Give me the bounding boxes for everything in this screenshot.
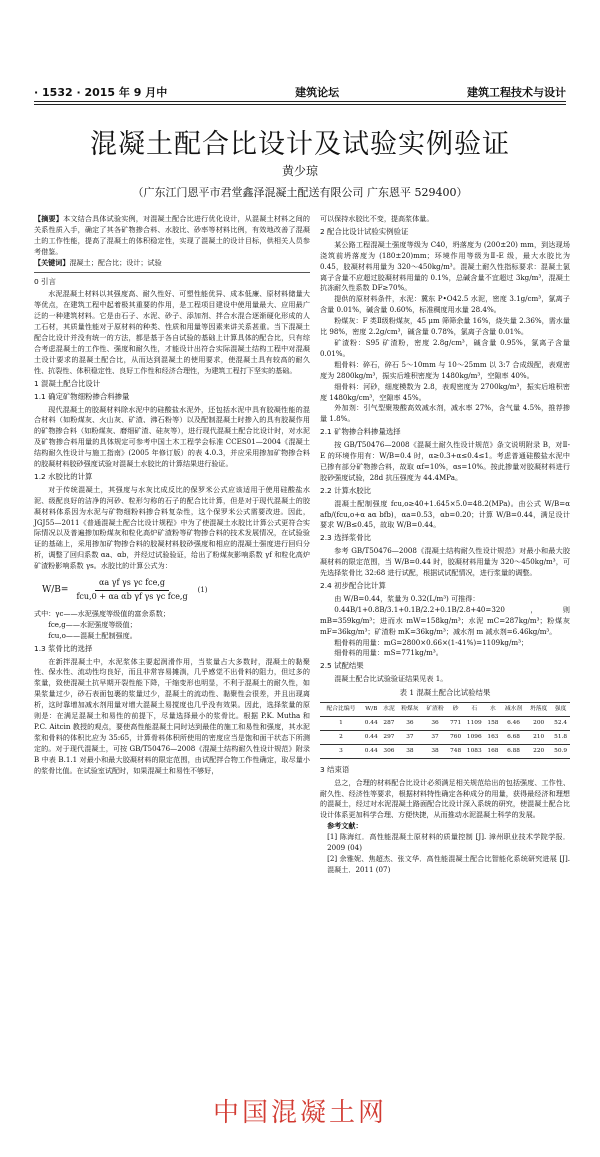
paragraph: 总之，合理的材料配合比设计必须满足相关规范给出的包括强度、工作性、耐久性、经济性等要求，根据材料特性确定各种成分的用量，获得最经济和理想的混凝土，经过对水泥混凝土路面配合比设计深入系统的研究，使混凝土配合比设计体系更加科学合理、方便快捷，从而推动水泥混凝土科学的发展。 (320, 777, 570, 820)
table-cell: 1096 (464, 730, 485, 744)
formula-fraction (72, 578, 191, 603)
table-header-cell: 砂 (448, 703, 464, 717)
paragraph: 0.44B/1+0.8B/3.1+0.1B/2.2+0.1B/2.8+40=320，则 mB=359kg/m³；进而水 mW=158kg/m³；水泥 mC=287kg/m³；粉煤灰 mF=36kg/m³；矿渣粉 mK=36kg/m³；减水剂 m 减水剂=6.46kg/m³。 (320, 604, 570, 636)
table-row (320, 744, 570, 758)
paragraph: 由 W/B=0.44，浆量为 0.32(L/m³) 可推得： (334, 593, 480, 603)
table-cell: 200 (526, 716, 551, 730)
paragraph: 参考 GB/T50476—2008《混凝土结构耐久性设计规范》对最小和最大胶凝材料的限定范围，当 W/B=0.44 时，胶凝材料用量为 320～450kg/m³，可先选择浆骨比 32:68 进行试配，根据试试配情况，进行浆量的调整。 (320, 546, 570, 578)
table-header-cell: 矿渣粉 (422, 703, 447, 717)
header-journal: 建筑论坛 (295, 86, 340, 99)
table-cell: 163 (485, 730, 501, 744)
formula-lhs: W/B= (42, 585, 69, 596)
left-column (34, 214, 310, 777)
paragraph: 对于传统混凝土，其强度与水灰比成反比的保罗米公式应该适用于使用硅酸盐水泥、级配良好的洁净的河砂、粒形匀称的石子的配合比计算，但是对于现代混凝土的胶凝材料体系因为水泥与矿物细粉料掺合料复杂性，这个保罗米公式需要改进。因此，JGJ55—2011《普通混凝土配合比设计规程》中为了使混凝土水胶比计算公式更符合实际情况以及普遍掺加粉煤灰和粒化高炉矿渣粉等矿物掺合料的技术发展情况，在试验验证的基础上，采用掺加矿物掺合料的胶凝材料胶砂强度和相应的混凝土强度进行回归分析，调整了回归系数 αa、αb，并经过试验验证，给出了粉煤灰影响系数 γf 和粒化高炉矿渣粉影响系数 γs。水胶比的计算公式为： (34, 484, 310, 571)
paragraph: 提供的原材料条件，水泥：冀东 P•O42.5 水泥，密度 3.1g/cm³，氯离子含量 0.01%，碱含量 0.60%，标准稠度用水量 28.4%。 (320, 294, 570, 315)
paragraph: 按 GB/T50476—2008《混凝土耐久性设计规范》条文说明附录 B，对Ⅱ-E 的环境作用有：W/B=0.4 时，α≥0.3+α≤0.4≤1。考虑普通硅酸盐水泥中已掺有部分矿物掺合料，故取 αf=10%，αs=10%。按此掺量对胶凝材料进行胶砂强度试验，28d 抗压强度为 44.4MPa。 (320, 440, 570, 482)
table-cell: 6.46 (501, 716, 526, 730)
reference-item: [2] 余雅妮、焦超杰、张文华．高性能混凝土配合比智能化系统研究进展 [J]. 混凝土．2011 (07) (327, 853, 570, 874)
paragraph: 混凝土配制强度 fcu,o≥40+1.645×5.0=48.2(MPa)。由公式 W/B=α afb/(fcu,o+α aα bfb)，αa=0.53，αb=0.20；计算 W/B=0.44，满足设计要求 W/B≤0.45，故取 W/B=0.44。 (320, 498, 570, 530)
table-cell: 2 (320, 730, 362, 744)
formula-denominator: fcu,0 + αa αb γf γs γc fce,g (76, 592, 188, 601)
table-cell: 748 (448, 744, 464, 758)
section-1-3-title: 1.3 浆骨比的选择 (34, 643, 93, 653)
section-1-title: 1 混凝土配合比设计 (34, 378, 101, 388)
table-row (320, 730, 570, 744)
section-2-1-title: 2.1 矿物掺合料掺量选择 (320, 427, 401, 437)
paragraph: 粉煤灰：F 类Ⅱ级粉煤灰，45 μm 筛筛余量 16%，烧失量 2.36%，需水量比 98%，密度 2.2g/cm³，碱含量 0.78%，氯离子含量 0.01%。 (320, 316, 570, 337)
table-cell: 38 (422, 744, 447, 758)
table-cell: 1109 (464, 716, 485, 730)
table-cell: 51.8 (551, 730, 570, 744)
table-cell: 220 (526, 744, 551, 758)
table-cell: 50.9 (551, 744, 570, 758)
paragraph: 粗骨料的用量：mG=2800×0.66×(1-41%)=1109kg/m³； (334, 637, 529, 647)
paragraph: 在新拌混凝土中，水泥浆体主要起润滑作用，当浆量占大多数时，混凝土的黏聚性、保水性、流动性均良好，而且非常容易摊淌，几乎感觉不出骨料的阻力，但过多的浆量，致使混凝土抗早期开裂性能下降，干缩变形也明显，不利于混凝土的耐久性，如果浆量过少，砂石表面包裹的浆量过少，混凝土的流动性、黏聚性会很差，并且出现离析，这时靠增加减水剂用量对增大混凝土易搅度也几乎没有效果。因此，选择浆量的原则是：在满足混凝土和易性的前提下，尽量选择最小的浆骨比。根据 P.K. Mutha 和 P.C. Aitcin 教授的观点，要使高性能混凝土同时达到最佳的施工和易性和强度，其水泥浆和骨料的体积比应为 35:65，计算骨料体积所使用的密度应当是饱和面干状态下所测定的。对于现代混凝土，可按 GB/T50476—2008《混凝土结构耐久性设计规范》附录 B 中表 B.1.1 对最小和最大胶凝材料的限定范围，由试配拌合物工作性确定，取尽量小的浆骨比值。在试验室试配时，如果混凝土和易性不够好， (34, 656, 310, 775)
table-cell: 0.44 (362, 730, 381, 744)
paragraph: 细骨料：河砂，细度模数为 2.8，表观密度为 2700kg/m³，振实后堆积密度 1480kg/cm³，空隙率 45%。 (320, 381, 570, 402)
section-2-title: 2 配合比设计试验实例验证 (320, 226, 409, 236)
abstract-label: 【摘要】 (34, 214, 64, 223)
formula-numerator: αa γf γs γc fce,g (95, 578, 169, 591)
table-row (320, 716, 570, 730)
table-cell: 306 (381, 744, 398, 758)
table-header-cell: 配合比编号 (320, 703, 362, 717)
header-rule (34, 101, 566, 102)
section-2-2-title: 2.2 计算水胶比 (320, 485, 372, 495)
section-2-4-title: 2.4 初步配合比计算 (320, 581, 386, 590)
table-cell: 38 (397, 744, 422, 758)
table-header-cell: 水泥 (381, 703, 398, 717)
paragraph: 外加剂：引气型聚羧酸高效减水剂，减水率 27%，含气量 4.5%，推荐掺量 1.8%。 (320, 403, 570, 424)
formula-number: (1) (197, 586, 208, 595)
table-cell: 37 (422, 730, 447, 744)
table-cell: 0.44 (362, 716, 381, 730)
table-header-cell: 减水剂 (501, 703, 526, 717)
header-page-info: · 1532 · 2015 年 9 月中 (34, 86, 168, 99)
paragraph: 可以保持水胶比不变，提高浆体量。 (320, 214, 434, 223)
formula-where: 式中：γc——水泥强度等级值的富余系数； (34, 608, 170, 618)
table-title: 表 1 混凝土配合比试验结果 (399, 688, 491, 698)
table-cell: 6.88 (501, 744, 526, 758)
paragraph: 混凝土配合比试验验证结果见表 1。 (334, 674, 448, 684)
article-title: 混凝土配合比设计及试验实例验证 (90, 129, 510, 160)
paragraph: 某公路工程混凝土强度等级为 C40，坍落度为 (200±20) mm，到达现场浇筑前坍落度为 (180±20)mm；环境作用等级为Ⅱ-E 级，最大水胶比为 0.45，胶凝材料用量为 320～450kg/m³。混凝土耐久性指标要求：混凝土氯离子含量不应超过胶凝材料用量的 0.1%，总碱含量不宜超过 3kg/m³，混凝土抗冻耐久性系数 DF≥70%。 (320, 239, 570, 293)
table-header-cell: W/B (362, 703, 381, 717)
article-affiliation: （广东江门恩平市君堂鑫泽混凝土配送有限公司 广东恩平 529400） (132, 186, 468, 199)
article-author: 黄少琼 (281, 164, 318, 178)
references (320, 821, 570, 876)
references-label: 参考文献： (327, 821, 363, 831)
abstract-text: 本文结合具体试验实例，对混凝土配合比进行优化设计，从混凝土材料之间的关系性质入手，确定了其各矿物掺合料、水胶比、砂率等材料比例，有效地改善了混凝土的工作性能，提高了混凝土的体积稳定性，实现了混凝土的设计目标，供相关人员参考借鉴。 (34, 214, 311, 256)
table-header-cell: 水 (485, 703, 501, 717)
table-cell: 36 (422, 716, 447, 730)
table-cell: 771 (448, 716, 464, 730)
section-1-1-title: 1.1 确定矿物细粉掺合料掺量 (34, 391, 130, 401)
paragraph: 粗骨料：碎石，碎石 5～10mm 与 10～25mm 以 3:7 合成级配，表观密度为 2800kg/m³，振实后堆积密度为 1480kg/m³，空隙率 40%。 (320, 359, 570, 380)
paragraph: 细骨料的用量：mS=771kg/m³。 (334, 648, 443, 658)
keywords-text: 混凝土；配合比；设计；试验 (69, 257, 162, 267)
header-section: 建筑工程技术与设计 (466, 86, 566, 99)
table-cell: 3 (320, 744, 362, 758)
paragraph: 现代混凝土的胶凝材料除水泥中的硅酸盐水泥外，还包括水泥中具有胶凝性能的混合材料（如粉煤灰、火山灰、矿渣、沸石粉等）以及配制混凝土时掺入的具有胶凝作用的矿物掺合料（如粉煤灰、磨细矿渣、硅灰等），进行现代混凝土配合比设计时，对水泥及矿物掺合料用量的具体规定可参考中国土木工程学会标准 CCES01—2004《混凝土结构耐久性设计与施工指南》(2005 年修订版）的表 4.0.3，并应采用掺加矿物掺合料的胶凝材料胶砂强度试验对混凝土水胶比的计算结果进行验证。 (34, 404, 310, 469)
site-watermark: 中国混凝土网 (212, 1098, 387, 1128)
section-2-5-title: 2.5 试配结果 (320, 661, 364, 671)
table-cell: 0.44 (362, 744, 381, 758)
abstract-block (34, 214, 310, 273)
table-cell: 36 (397, 716, 422, 730)
right-column (320, 214, 570, 876)
running-header (34, 78, 566, 100)
table-cell: 6.68 (501, 730, 526, 744)
table-cell: 158 (485, 716, 501, 730)
table-cell: 52.4 (551, 716, 570, 730)
reference-item: [1] 陈海红．高性能混凝土原材料的质量控制 [J]. 漳州职业技术学院学报．2009 (04) (327, 832, 570, 853)
table-body (320, 716, 570, 758)
paragraph: 水泥混凝土材料以其强度高、耐久性好、可塑性能优异、成本低廉、原材料储量大等优点，在建筑工程中起着极其重要的作用，是工程项目建设中使用量最大、应用最广泛的一种建筑材料。它是由石子、水泥、砂子、添加剂、拌合水混合逐渐硬化形成的人工石材，其质量性能对于原材料的种类、性质和用量等因素来讲关系甚重。当下混凝土配合比设计并没有统一的方法，都是基于各自试验的基础上计算具体的配合比，只有综合考虑混凝土的工作性、强度和耐久性，才能设计出符合实际混凝土结构工程中对混凝土设计要求的混凝土配合比，从而达到混凝土的使用要求，使混凝土具有较高的耐久性、抗裂性、体积稳定性、良好工作性和经济合理性，为建筑工程打下坚实的基础。 (34, 289, 310, 375)
table-header-cell: 石 (464, 703, 485, 717)
formula-water-binder (42, 578, 310, 603)
table-header-cell: 坍落度 (526, 703, 551, 717)
table-cell: 168 (485, 744, 501, 758)
table-header-cell: 强度 (551, 703, 570, 717)
section-0-title: 0 引言 (34, 276, 56, 286)
section-2-3-title: 2.3 选择浆骨比 (320, 533, 372, 543)
section-3-title: 3 结束语 (320, 764, 350, 774)
table-cell: 1083 (464, 744, 485, 758)
table-cell: 1 (320, 716, 362, 730)
table-header-cell: 粉煤灰 (397, 703, 422, 717)
formula-where: fce,g——水泥强度等级值； (48, 619, 137, 629)
mix-results-table (320, 702, 570, 759)
keywords-label: 【关键词】 (34, 257, 70, 267)
table-cell: 37 (397, 730, 422, 744)
table-header-row (320, 703, 570, 717)
formula-where: fcu,o——混凝土配制强度。 (48, 630, 137, 640)
header-rule-thin (34, 104, 566, 105)
paragraph: 矿渣粉：S95 矿渣粉，密度 2.8g/cm³，碱含量 0.95%，氯离子含量 0.01%。 (320, 337, 570, 358)
table-cell: 210 (526, 730, 551, 744)
table-cell: 287 (381, 716, 398, 730)
table-cell: 760 (448, 730, 464, 744)
section-1-2-title: 1.2 水胶比的计算 (34, 471, 93, 481)
table-cell: 297 (381, 730, 398, 744)
